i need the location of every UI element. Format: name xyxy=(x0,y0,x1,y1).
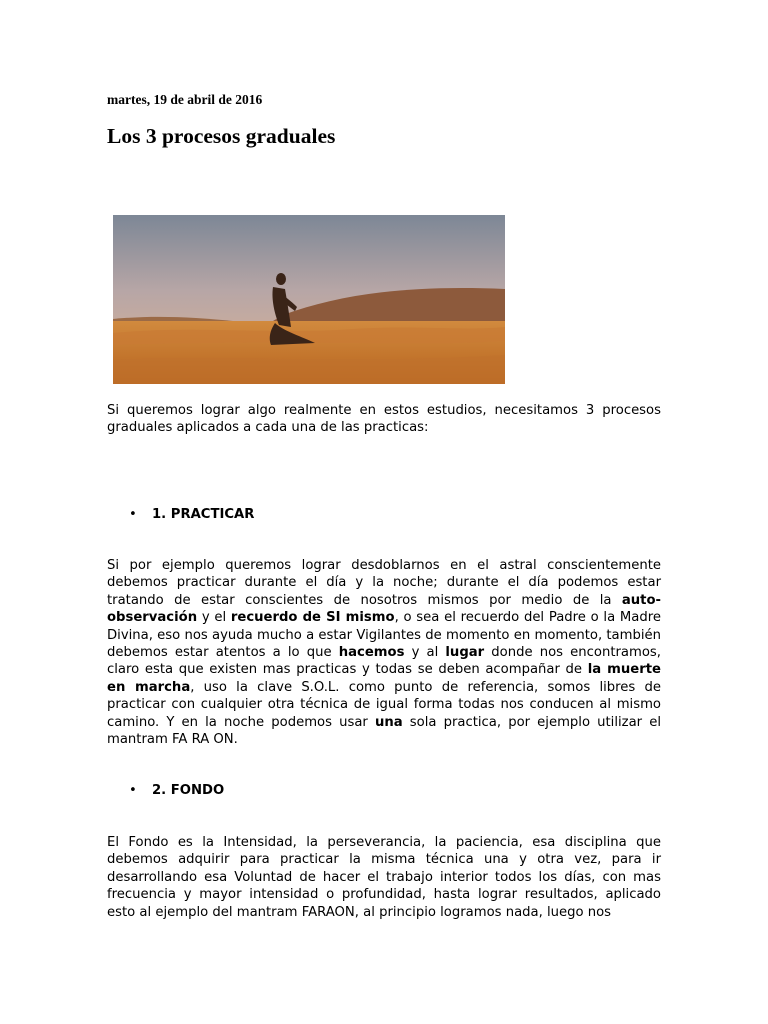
practicar-paragraph: Si por ejemplo queremos lograr desdoblarnos en el astral conscientemente debemos practicar durante el día y la noche; durante el día podemos estar tratando de estar conscientes de nosotros mismos por medio de la auto-observación y el recuerdo de SI mismo, o sea el recuerdo del Padre o la Madre Divina, eso nos ayuda mucho a estar Vigilantes de momento en momento, también debemos estar atentos a lo que hacemos y al lugar donde nos encontramos, claro esta que existen mas practicas y todas se deben acompañar de la muerte en marcha, uso la clave S.O.L. como punto de referencia, somos libres de practicar con cualquier otra técnica de igual forma todas nos conducen al mismo camino. Y en la noche podemos usar una sola practica, por ejemplo utilizar el mantram FA RA ON. xyxy=(107,558,661,748)
desert-photo xyxy=(113,215,505,384)
post-date: martes, 19 de abril de 2016 xyxy=(107,92,263,107)
section-heading-fondo xyxy=(129,783,224,798)
bold-auto-observacion: auto-observación xyxy=(107,592,661,626)
desert-illustration xyxy=(113,215,505,384)
heading-text: 1. PRACTICAR xyxy=(152,507,255,522)
post-title: Los 3 procesos graduales xyxy=(107,124,336,148)
heading-text: 2. FONDO xyxy=(152,783,225,798)
bold-la-muerte-en-marcha: la muerte en marcha xyxy=(107,662,661,695)
bold-hacemos: hacemos xyxy=(338,645,405,661)
bullet-icon: • xyxy=(129,783,137,798)
intro-paragraph: Si queremos lograr algo realmente en estos estudios, necesitamos 3 procesos graduales aplicados a cada una de las practicas: xyxy=(107,403,661,436)
section-heading-practicar xyxy=(129,507,254,522)
fondo-paragraph: El Fondo es la Intensidad, la perseverancia, la paciencia, esa disciplina que debemos adquirir para practicar la misma técnica una y otra vez, para ir desarrollando esa Voluntad de hacer el trabajo interior todos los días, con mas frecuencia y mayor intensidad o profundidad, hasta lograr resultados, aplicado esto al ejemplo del mantram FARAON, al principio logramos nada, luego nos xyxy=(107,835,661,920)
bold-lugar: lugar xyxy=(445,645,485,661)
bold-una: una xyxy=(374,714,403,730)
bullet-icon: • xyxy=(129,507,137,522)
bold-recuerdo-de-si-mismo: recuerdo de SI mismo xyxy=(230,610,395,626)
